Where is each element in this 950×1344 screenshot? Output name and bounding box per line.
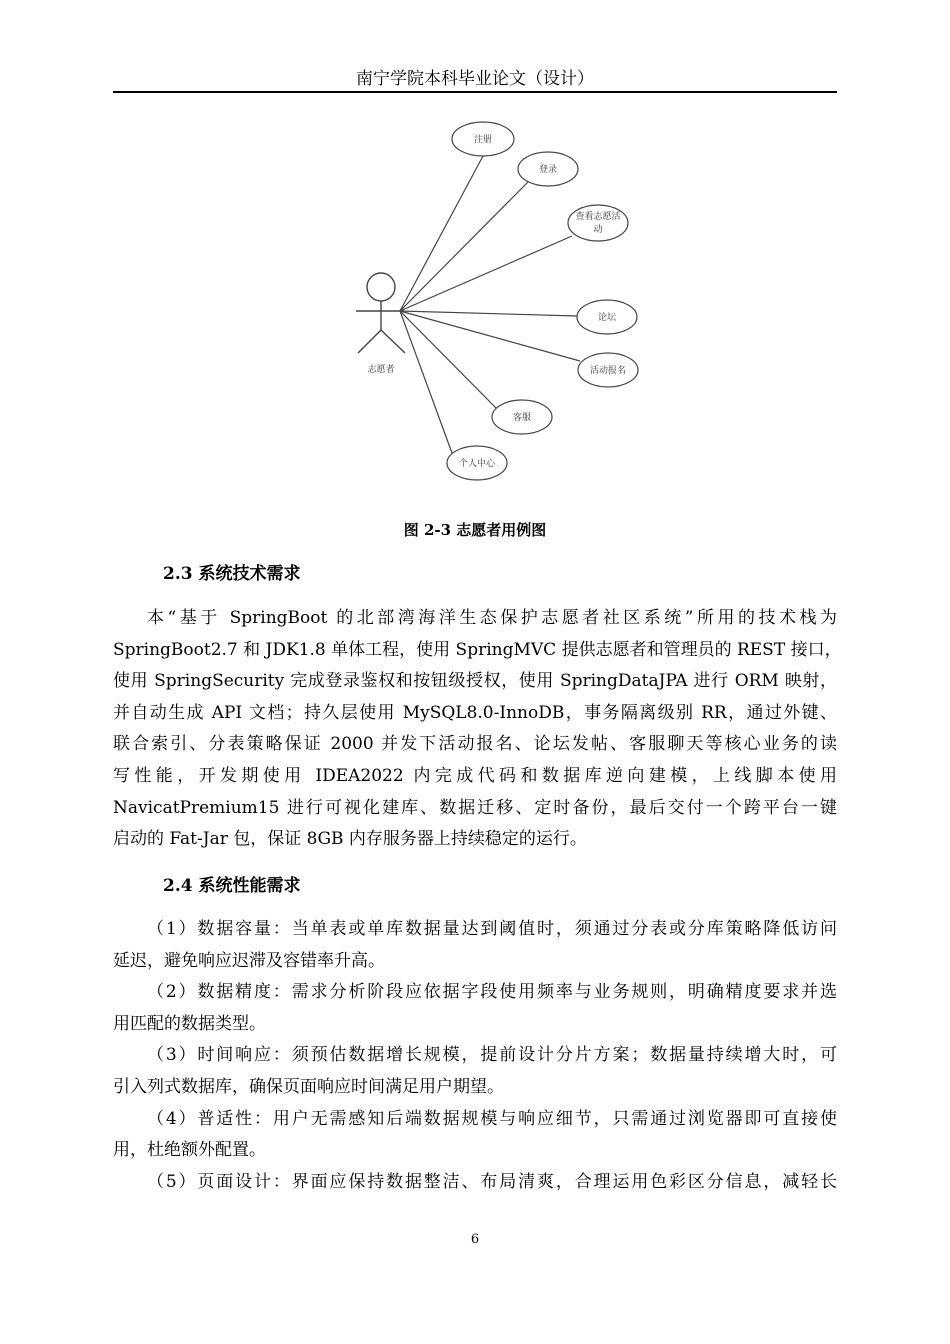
link-view-activity — [400, 236, 572, 311]
actor-label: 志愿者 — [367, 365, 395, 375]
section-heading-2-3: 2.3 系统技术需求 — [163, 564, 301, 584]
text-line: 使用 SpringSecurity 完成登录鉴权和按钮级授权，使用 SpringDataJPA 进行 ORM 映射， — [113, 671, 837, 692]
usecase-profile-label: 个人中心 — [458, 459, 496, 469]
page-header: 南宁学院本科毕业论文（设计） — [356, 69, 594, 89]
text-line: 本“基于 SpringBoot 的北部湾海洋生态保护志愿者社区系统”所用的技术栈为 — [147, 608, 837, 628]
list-item-line: （5）页面设计：界面应保持数据整洁、布局清爽，合理运用色彩区分信息，减轻长 — [147, 1171, 837, 1192]
section-heading-2-4: 2.4 系统性能需求 — [163, 876, 301, 896]
actor-figure — [356, 273, 405, 353]
usecase-service-label: 客服 — [512, 413, 532, 423]
list-item-line: （2）数据精度：需求分析阶段应依据字段使用频率与业务规则，明确精度要求并选 — [147, 982, 837, 1003]
link-login — [400, 180, 530, 311]
link-profile — [400, 311, 452, 453]
link-service — [400, 311, 500, 412]
header-rule — [113, 91, 837, 93]
usecase-login-label: 登录 — [538, 165, 558, 175]
text-line: NavicatPremium15 进行可视化建库、数据迁移、定时备份，最后交付一个跨平台一键 — [113, 797, 837, 818]
text-line: SpringBoot2.7 和 JDK1.8 单体工程，使用 SpringMVC 提供志愿者和管理员的 REST 接口， — [113, 639, 842, 660]
list-item-line: 延迟，避免响应迟滞及容错率升高。 — [113, 950, 385, 971]
usecase-view-activity-label-1: 查看志愿活 — [575, 212, 621, 222]
list-item-line: （3）时间响应：须预估数据增长规模，提前设计分片方案；数据量持续增大时，可 — [147, 1045, 837, 1066]
usecase-view-activity — [568, 205, 628, 241]
link-register — [400, 156, 483, 311]
page-number: 6 — [470, 1232, 480, 1247]
usecase-view-activity-label-2: 动 — [593, 225, 603, 235]
text-line: 联合索引、分表策略保证 2000 并发下活动报名、论坛发帖、客服聊天等核心业务的读 — [113, 734, 837, 755]
paragraph-tech-requirements — [113, 603, 842, 856]
text-line: 并自动生成 API 文档；持久层使用 MySQL8.0-InnoDB，事务隔离级别 RR，通过外键、 — [113, 702, 837, 723]
list-item-line: 用，杜绝额外配置。 — [113, 1140, 266, 1161]
link-forum — [400, 311, 577, 316]
usecase-signup-label: 活动报名 — [589, 366, 627, 376]
text-line: 写性能，开发期使用 IDEA2022 内完成代码和数据库逆向建模，上线脚本使用 — [113, 765, 837, 786]
list-item-line: 用匹配的数据类型。 — [113, 1013, 266, 1034]
text-line: 启动的 Fat-Jar 包，保证 8GB 内存服务器上持续稳定的运行。 — [113, 829, 587, 850]
usecase-forum-label: 论坛 — [597, 313, 617, 323]
usecase-register-label: 注册 — [473, 135, 493, 145]
list-item-line: （1）数据容量：当单表或单库数据量达到阈值时，须通过分表或分库策略降低访问 — [147, 919, 837, 939]
use-case-diagram — [340, 112, 650, 487]
list-item-line: 引入列式数据库，确保页面响应时间满足用户期望。 — [113, 1076, 504, 1097]
link-signup — [400, 311, 580, 361]
figure-caption: 图 2-3 志愿者用例图 — [403, 521, 547, 539]
list-performance-requirements — [113, 914, 837, 1198]
list-item-line: （4）普适性：用户无需感知后端数据规模与响应细节，只需通过浏览器即可直接使 — [147, 1108, 837, 1129]
